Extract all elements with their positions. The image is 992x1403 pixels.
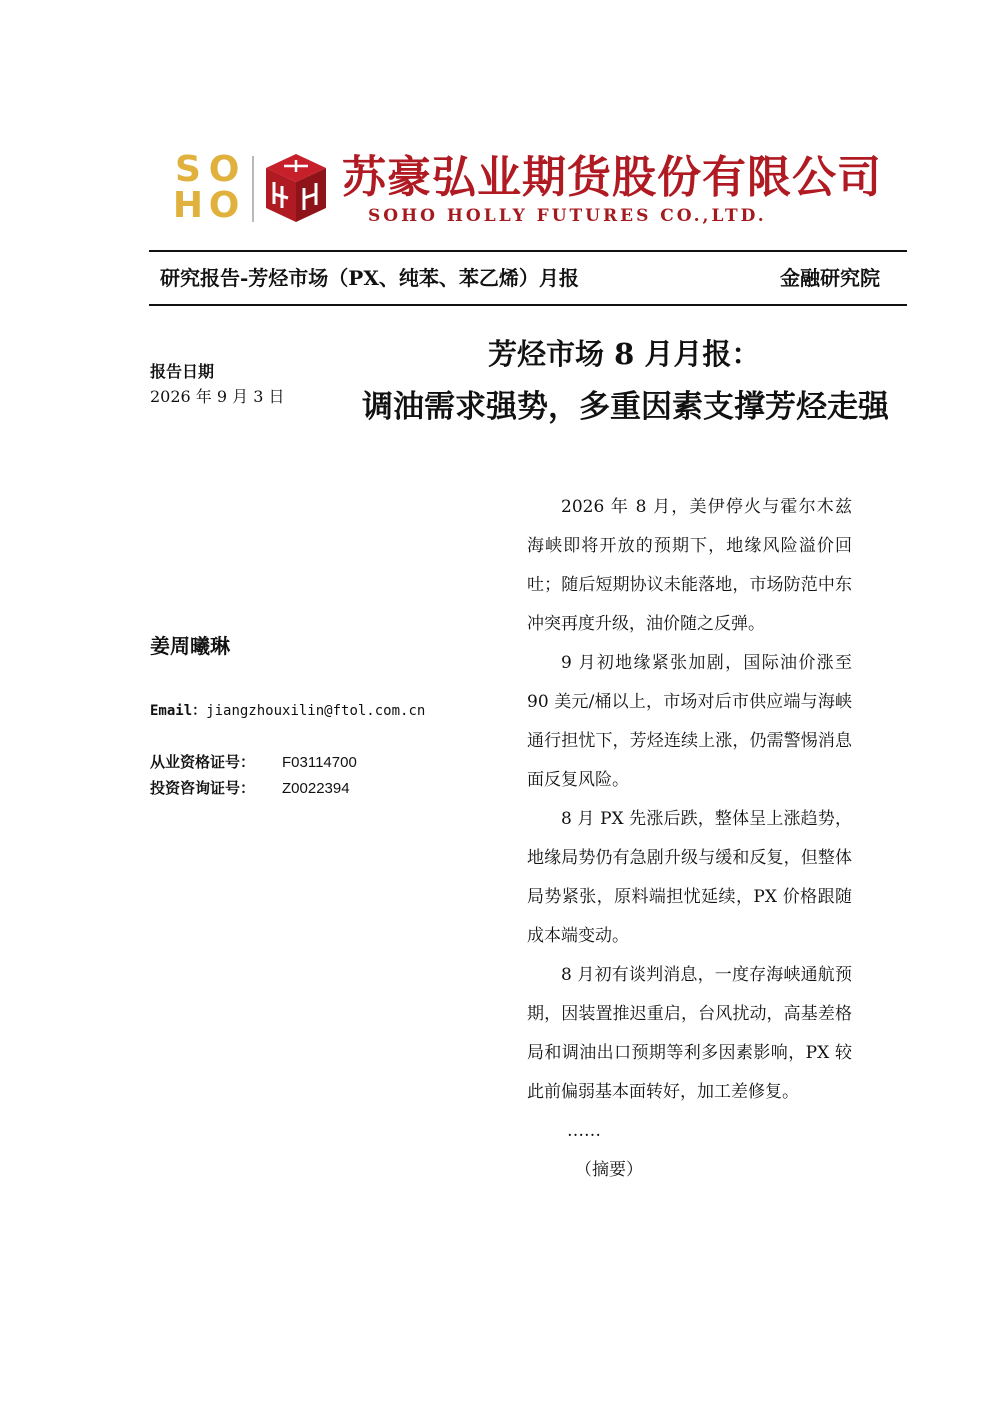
soho-letter-o2: O xyxy=(208,185,240,226)
qualification-label: 从业资格证号： xyxy=(150,753,256,771)
author-email xyxy=(150,700,425,722)
abstract-note: （摘要） xyxy=(575,1160,643,1180)
consulting-row xyxy=(150,777,350,800)
institute-name: 金融研究院 xyxy=(780,266,880,290)
header-top-rule xyxy=(149,250,907,252)
summary-paragraph: 8 月 PX 先涨后跌，整体呈上涨趋势，地缘局势仍有急剧升级与缓和反复，但整体局势紧张，原料端担忧延续，PX 价格跟随成本端变动。 xyxy=(527,809,852,946)
company-name-cn: 苏豪弘业期货股份有限公司 xyxy=(342,152,882,203)
company-name-en: SOHO HOLLY FUTURES CO.,LTD. xyxy=(368,206,767,226)
cube-logo-icon xyxy=(264,152,328,224)
soho-letter-o: O xyxy=(208,149,240,190)
header-bottom-rule xyxy=(149,304,907,306)
report-title-line1: 芳烃市场 8 月月报： xyxy=(488,337,761,371)
summary-body xyxy=(527,488,852,1190)
summary-paragraph: 9 月初地缘紧张加剧，国际油价涨至 90 美元/桶以上，市场对后市供应端与海峡通行担忧下，芳烃连续上涨，仍需警惕消息面反复风险。 xyxy=(527,653,852,790)
consulting-value: Z0022394 xyxy=(282,780,350,797)
report-title-line2: 调油需求强势，多重因素支撑芳烃走强 xyxy=(362,389,889,425)
email-label: Email： xyxy=(150,703,207,719)
soho-letter-h: H xyxy=(172,185,204,226)
consulting-label: 投资咨询证号： xyxy=(150,779,256,797)
summary-paragraph: 8 月初有谈判消息，一度存海峡通航预期，因装置推迟重启，台风扰动，高基差格局和调油出口预期等利多因素影响，PX 较此前偏弱基本面转好，加工差修复。 xyxy=(527,965,852,1102)
report-date-value: 2026 年 9 月 3 日 xyxy=(150,387,285,406)
qualification-row xyxy=(150,751,357,774)
email-value: jiangzhouxilin@ftol.com.cn xyxy=(206,703,426,719)
author-name: 姜周曦琳 xyxy=(150,634,230,658)
report-type: 研究报告-芳烃市场（PX、纯苯、苯乙烯）月报 xyxy=(160,266,579,290)
logo-divider xyxy=(252,156,254,222)
report-date-label: 报告日期 xyxy=(150,362,215,381)
soho-letter-s: S xyxy=(175,149,201,190)
qualification-value: F03114700 xyxy=(282,754,357,771)
summary-paragraph: 2026 年 8 月，美伊停火与霍尔木兹海峡即将开放的预期下，地缘风险溢价回吐；随后短期协议未能落地，市场防范中东冲突再度升级，油价随之反弹。 xyxy=(527,497,852,634)
summary-ellipsis: …… xyxy=(567,1121,601,1141)
soho-logo-mark xyxy=(170,149,242,226)
